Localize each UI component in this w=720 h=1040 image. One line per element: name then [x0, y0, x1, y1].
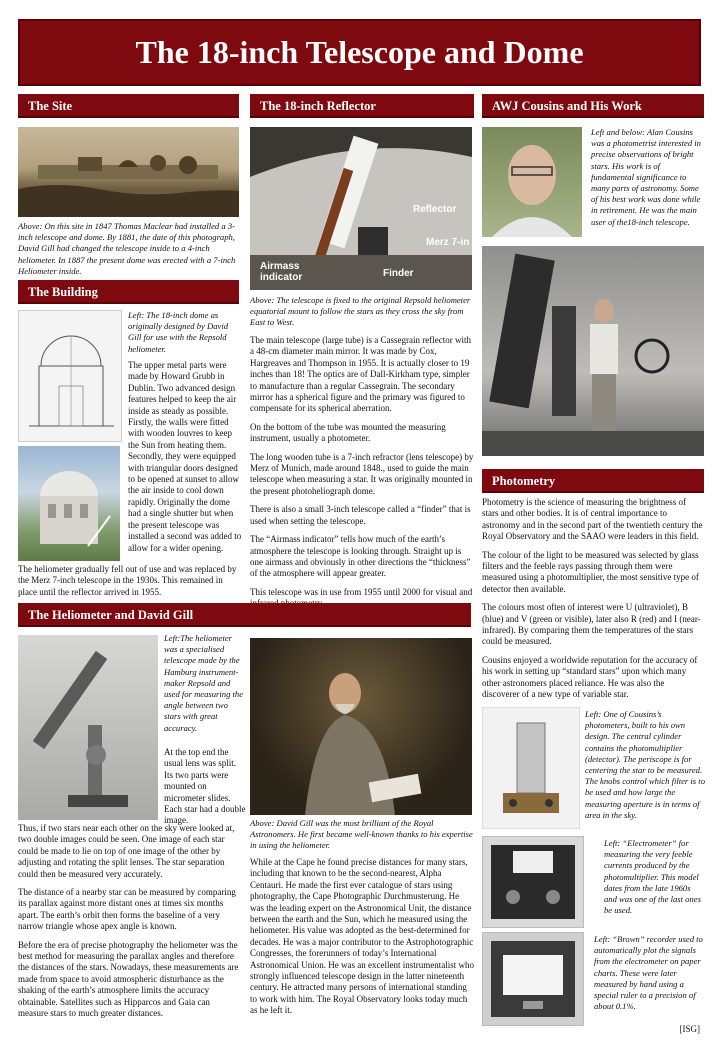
dome-drawing-illustration	[19, 311, 121, 441]
dome-photo	[18, 446, 120, 561]
gill-text: While at the Cape he found precise distances for many stars, including that known to be the second-nearest, Alpha Centauri. He made the first ever catalogue of stars using photography, the Cape Photographic Durchmusterung. He was the leading expert on the Astronomical Unit, the distance between the earth and the Sun, which he measured using the heliometer. His value was adopted as the best-determined for decades. He was a major contributor to the Astrophotographic Congresses, the forerunners of today’s International Astronomical Union. He was an excellent instrumentalist who strongly influenced telescope design in the latter nineteenth century. He attracted many persons of international standing to work with him. The Royal Observatory looks today much as he left it.	[250, 857, 474, 1016]
heliometer-paragraph: The distance of a nearby star can be measured by comparing its parallax against more distant ones at times six months apart. The earth’s orbit then forms the baseline of a very narrow triangle whose apex angle is known.	[18, 887, 236, 932]
reflector-text	[250, 335, 474, 617]
cousins-at-telescope-photo	[482, 246, 704, 456]
photometer-photo	[482, 707, 580, 829]
reflector-paragraph: This telescope was in use from 1955 until 2000 for visual and	[250, 586, 473, 597]
cousins-portrait	[482, 127, 582, 237]
cousins-caption: Left and below: Alan Cousins was a photometrist interested in precise observations of bright stars. His work is of fundamental significance to many parts of astronomy. Some of his best work was done while in retirement. He was the main user of the18-inch telescope.	[591, 127, 701, 227]
building-bottom-text: The heliometer gradually fell out of use and was replaced by the Merz 7-inch telescope in the 1930s. This remained in place until the reflector arrived in 1955.	[18, 564, 237, 597]
photometer-illustration	[483, 708, 579, 828]
reflector-paragraph: The main telescope (large tube) is a Cassegrain reflector with a 48-cm diameter main mirror. It was made by Cox, Hargreaves and Thompson in 1955. It is actually closer to 19 inches than 18! The optics are of Dall-Kirkham type, simpler to manufacture than a regular Cassegrain. The secondary mirror has a spherical figure and the primary was figured to compensate for its spherical aberration.	[250, 335, 471, 414]
cousins-portrait-illustration	[482, 127, 582, 237]
gill-caption: Above: David Gill was the most brilliant of the Royal Astronomers. He first became well-known thanks to his expertise in using the heliometer.	[250, 818, 473, 851]
reflector-caption: Above: The telescope is fixed to the original Repsold heliometer equatorial mount to follow the stars as they cross the sky from East to West.	[250, 295, 471, 328]
photometry-paragraph: Photometry is the science of measuring the brightness of stars and other bodies. It is of central importance to astronomy and in the second part of the twentieth century the Royal Observatory and the SAAO were leaders in this field.	[482, 497, 703, 542]
label-airmass: Airmass indicator	[260, 261, 303, 283]
label-reflector: Reflector	[413, 204, 457, 215]
heliometer-text	[18, 823, 242, 1027]
photometry-paragraph: Cousins enjoyed a worldwide reputation for the accuracy of his work in setting up “standard stars” upon which many other astronomers placed reliance. He was also the discoverer of a new type of variable star.	[482, 654, 698, 700]
heliometer-caption: Left:The heliometer was a specialised telescope made by the Hamburg instrument-maker Repsold and used for measuring the angle between two stars with great accuracy.	[164, 633, 244, 733]
photometry-paragraph: The colour of the light to be measured was selected by glass filters and the feeble rays passing through them were measured using a photomultiplier, the most sensitive type of detector then available.	[482, 549, 699, 594]
site-caption: Above: On this site in 1847 Thomas Maclear had installed a 3-inch telescope and dome. By 1881, the date of this photograph, David Gill had changed the telescope inside to a 4-inch heliometer. In 1887 the present dome was erected with a 7-inch Heliometer inside.	[18, 221, 236, 276]
recorder-illustration	[483, 933, 583, 1025]
dome-drawing	[18, 310, 122, 442]
section-header-heliometer: The Heliometer and David Gill	[18, 603, 471, 627]
label-merz: Merz 7-in	[426, 237, 470, 248]
photometry-paragraph: The colours most often of interest were U (ultraviolet), B (blue) and V (green or visible), later also R (red) and I (near-infrared). By comparing them the temperatures of the stars could be measured.	[482, 602, 701, 647]
footer-credit: [ISG]	[679, 1024, 700, 1034]
section-header-photometry: Photometry	[482, 469, 704, 493]
electrometer-illustration	[483, 837, 583, 927]
section-header-cousins: AWJ Cousins and His Work	[482, 94, 704, 118]
label-finder: Finder	[383, 268, 414, 279]
building-side-text: The upper metal parts were made by Howard Grubb in Dublin. Two advanced design features helped to keep the air inside as steady as possible. Firstly, the walls were fitted with wooden louvres to keep the Sun from heating them. Secondly, they were equipped with triangular doors designed to be opened at sunset to allow the air inside to cool down rapidly. Originally the dome had a single shutter but when the present telescope was installed a second was added to allow for a wider opening.	[128, 360, 242, 553]
heliometer-illustration	[18, 635, 158, 820]
title-banner	[18, 19, 701, 86]
site-photo	[18, 127, 239, 217]
site-photo-illustration	[18, 127, 239, 217]
photometry-text	[482, 497, 704, 708]
cousins-at-telescope-illustration	[482, 246, 704, 456]
section-header-reflector: The 18-inch Reflector	[250, 94, 474, 118]
building-caption: Left: The 18-inch dome as originally designed by David Gill for use with the Repsold heliometer.	[128, 310, 229, 354]
reflector-photo	[250, 127, 472, 290]
electrometer-photo	[482, 836, 584, 928]
recorder-caption: Left: “Brown” recorder used to automatically plot the signals from the electrometer on paper charts. These were later measured by hand using a special ruler to a precision of about 0.1%.	[594, 934, 703, 1012]
reflector-paragraph: The “Airmass indicator” tells how much of the earth’s atmosphere the telescope is looking through. Straight up is one airmass and obviously in other directions the “thickness” of the atmosphere will appear greater.	[250, 534, 471, 579]
heliometer-photo	[18, 635, 158, 820]
recorder-photo	[482, 932, 584, 1026]
section-header-site: The Site	[18, 94, 239, 118]
reflector-paragraph: The long wooden tube is a 7-inch refractor (lens telescope) by Merz of Munich, made around 1848., used to guide the main telescope when measuring a star. It was originally mounted in the present photoheliograph dome.	[250, 451, 474, 496]
electrometer-caption: Left: “Electrometer” for measuring the very feeble currents produced by the photomultiplier. This model dates from the late 1960s and was one of the last ones be used.	[604, 838, 701, 916]
heliometer-paragraph: Before the era of precise photography the heliometer was the best method for measuring the parallax angles and therefore the distances of the stars. Nowadays, these measurements are made from space to avoid atmospheric disturbance as the shaking of the earth’s atmosphere limits the accuracy obtainable. Satellites such as Hipparcos and Gaia can measure stars to much greater distances.	[18, 939, 239, 1019]
gill-portrait	[250, 638, 472, 815]
dome-photo-illustration	[18, 446, 120, 561]
reflector-paragraph: There is also a small 3-inch telescope called a “finder” that is used when setting the telescope.	[250, 504, 471, 526]
heliometer-paragraph: Thus, if two stars near each other on the sky were looked at, two double images could be seen. One image of each star could be made to lie on top of one image of the other by adjusting and rotating the split lenses. The star separation could then be measured very accurately.	[18, 823, 235, 879]
page-title: The 18-inch Telescope and Dome	[135, 34, 584, 70]
heliometer-side-text: At the top end the usual lens was split. Its two parts were mounted on micrometer slides. Each star had a double image.	[164, 747, 246, 826]
reflector-paragraph: On the bottom of the tube was mounted the measuring instrument, usually a photometer.	[250, 421, 446, 444]
photometer-caption: Left: One of Cousins’s photometers, built to his own design. The central cylinder contains the photomultiplier (detector). The periscope is for centering the star to be measured. The knobs control which filter is to be used and how large the measuring aperture is in terms of area in the sky.	[585, 709, 705, 820]
section-header-building: The Building	[18, 280, 239, 304]
gill-portrait-illustration	[250, 638, 472, 815]
